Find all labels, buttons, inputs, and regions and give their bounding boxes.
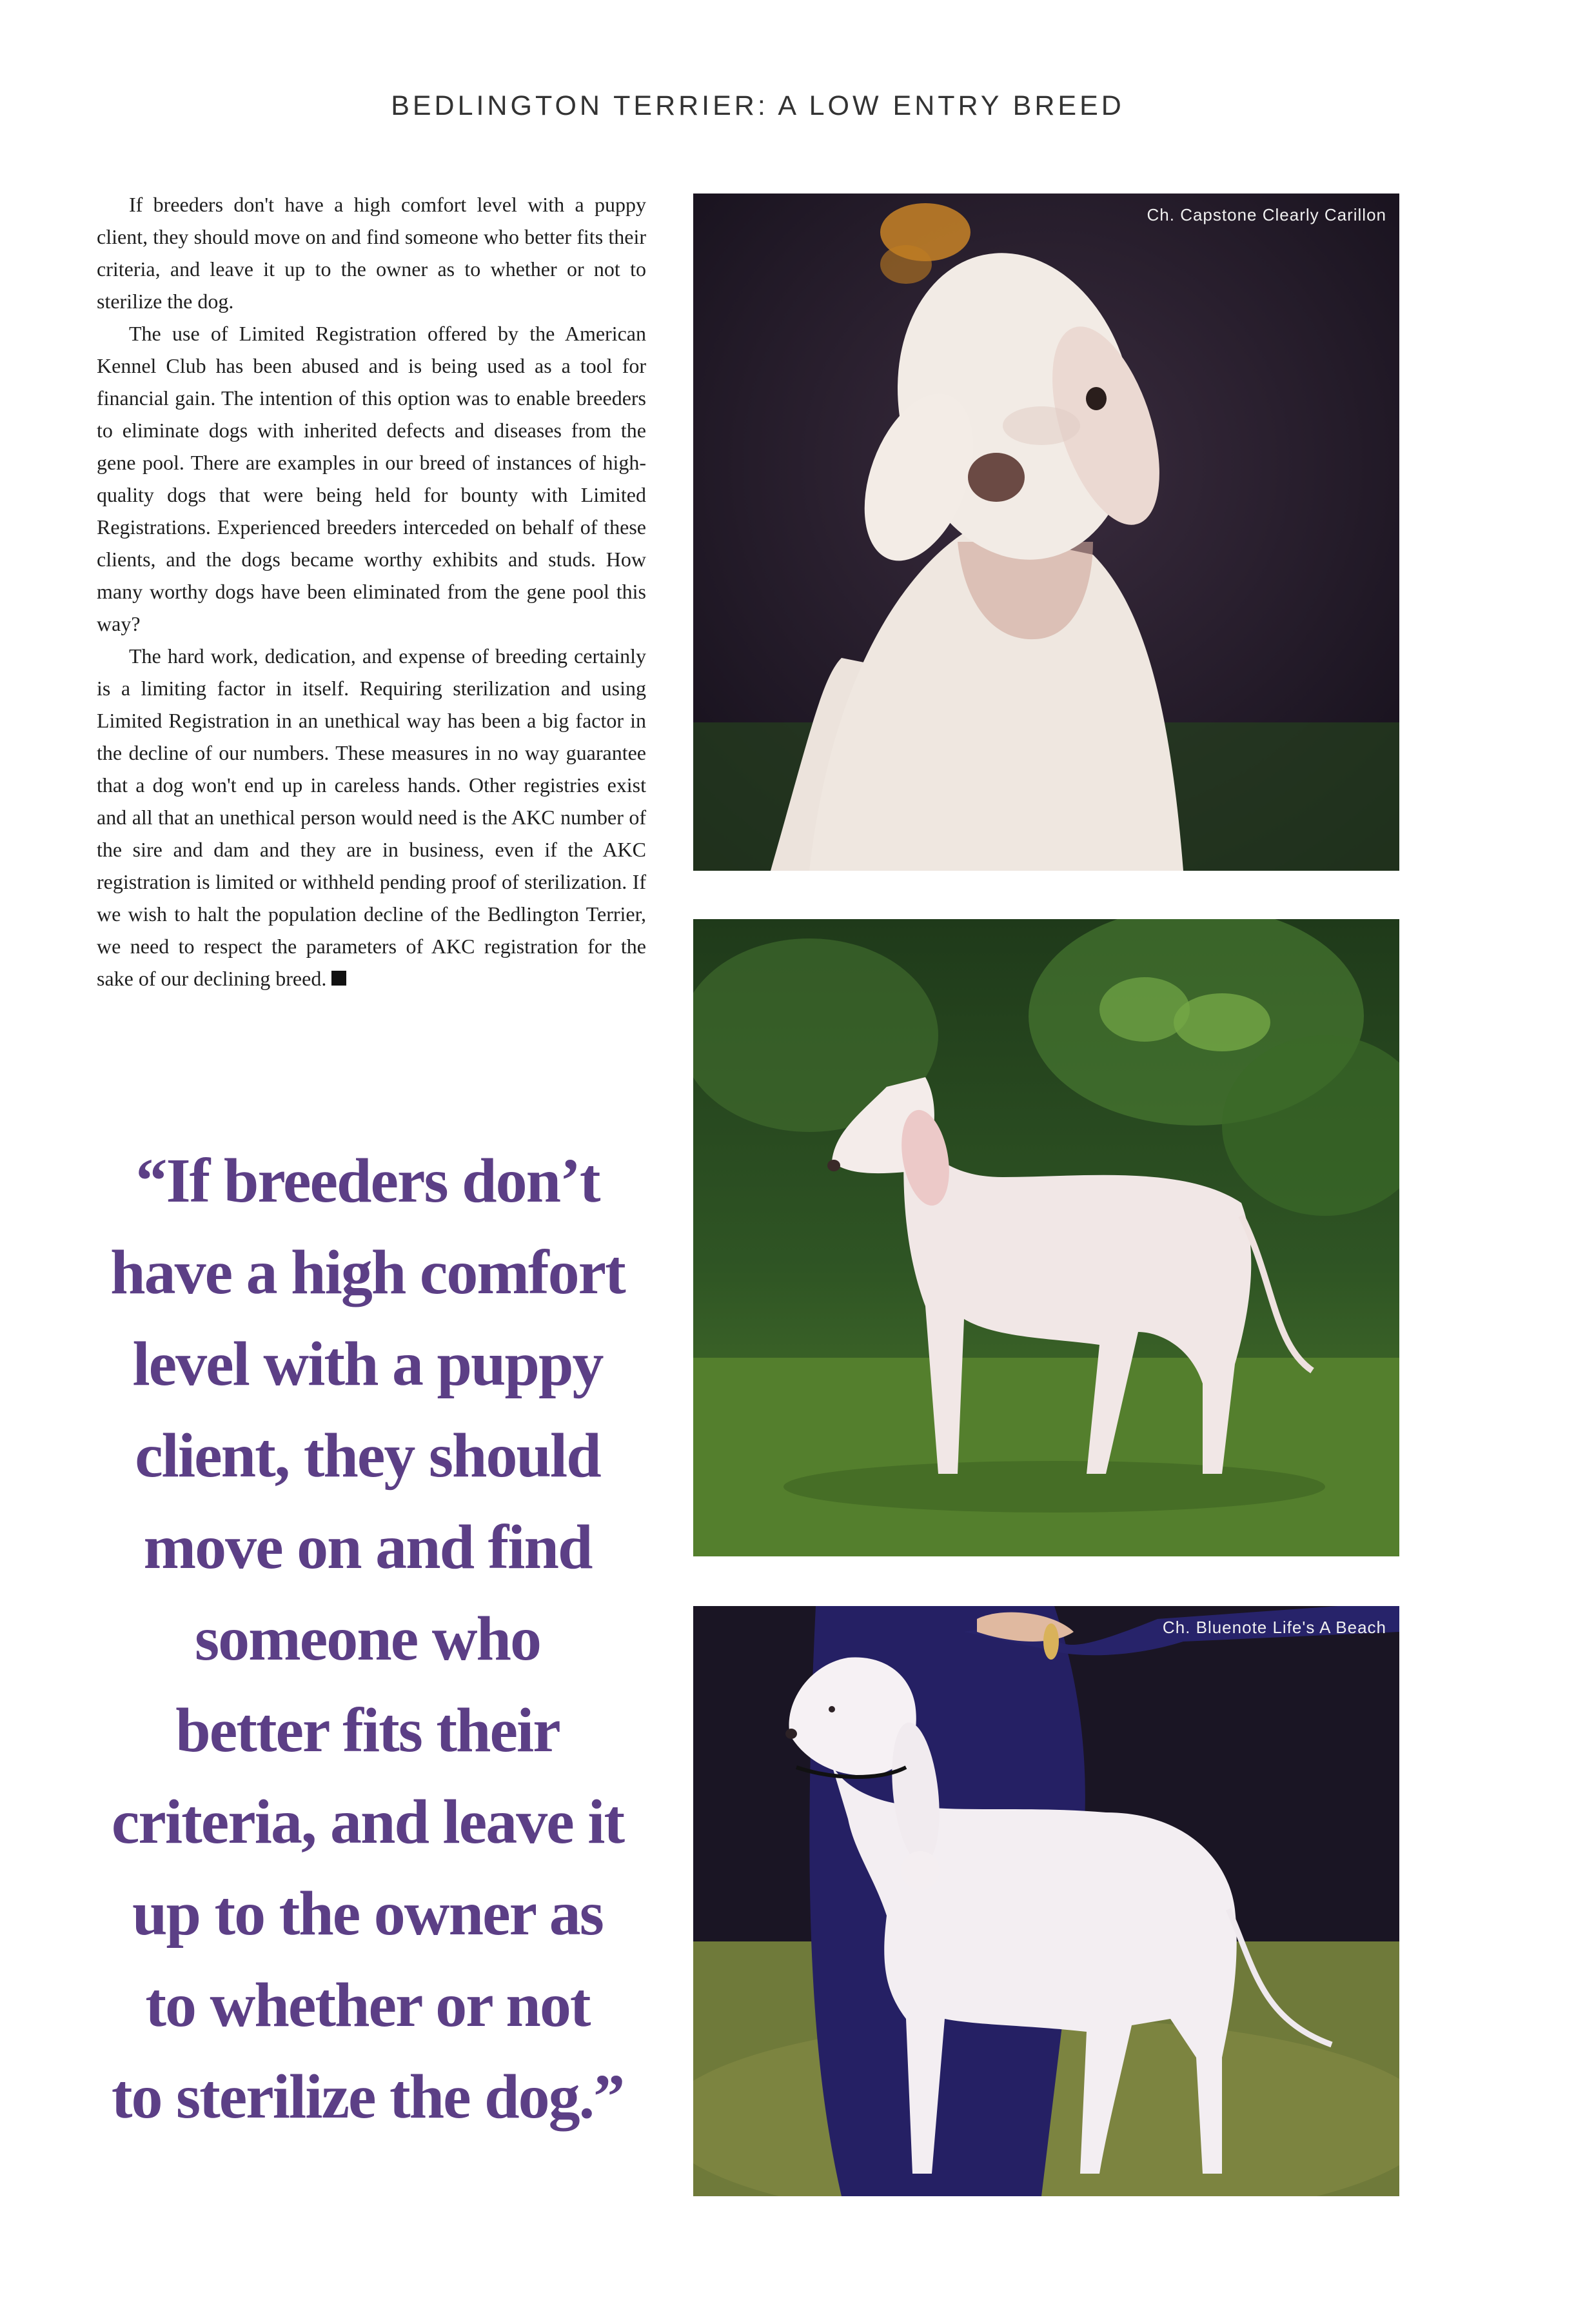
page-header: BEDLINGTON TERRIER: A LOW ENTRY BREED <box>391 90 1125 121</box>
pull-quote-line: to sterilize the dog.” <box>111 2062 624 2132</box>
article-paragraph-2: The use of Limited Registration offered by the American Kennel Club has been abused and is being used as a tool for financial gain. The intention of this option was to enable breeders to eliminate dogs with inherited defects and diseases from the gene pool. There are examples in our breed of instances of high-quality dogs that were being held for bounty with Limited Registrations. Experienced breeders interceded on behalf of these clients, and the dogs became worthy exhibits and studs. How many worthy dogs have been eliminated from the gene pool this way? <box>97 322 646 635</box>
article-paragraph-1: If breeders don't have a high comfort level with a puppy client, they should move on and find someone who better fits their criteria, and leave it up to the owner as to whether or not to sterilize the dog. <box>97 193 646 313</box>
dog-photo-show-stack-image <box>693 1606 1399 2196</box>
pull-quote-line: have a high comfort <box>110 1238 625 1307</box>
pull-quote-line: someone who <box>194 1604 541 1674</box>
article-paragraph-3-text: The hard work, dedication, and expense of breeding certainly is a limiting factor in itself. Requiring sterilization and using Limited Registration in an unethical way has been a big factor in the decline of our numbers. These measures in no way guarantee that a dog won't end up in careless hands. Other registries exist and all that an unethical person would need is the AKC number of the sire and dam and they are in business, even if the AKC registration is limited or withheld pending proof of sterilization. If we wish to halt the population decline of the Bedlington Terrier, we need to respect the parameters of AKC registration for the sake of our declining breed. <box>97 644 646 990</box>
pull-quote-line: move on and find <box>143 1513 592 1582</box>
article-paragraph-3 <box>97 640 646 995</box>
pull-quote-line: criteria, and leave it <box>111 1787 624 1857</box>
pull-quote-line: client, they should <box>135 1421 600 1491</box>
dog-photo-headshot <box>693 194 1399 871</box>
pull-quote-line: better fits their <box>175 1696 560 1765</box>
pull-quote-line: “If breeders don’t <box>135 1146 600 1216</box>
dog-photo-headshot-image <box>693 194 1399 871</box>
photo-caption: Ch. Bluenote Life's A Beach <box>1162 1618 1386 1637</box>
pull-quote-line: level with a puppy <box>132 1329 603 1399</box>
photo-caption: Ch. Capstone Clearly Carillon <box>1147 205 1386 224</box>
dog-photo-show-stack <box>693 1606 1399 2196</box>
end-of-article-mark <box>331 971 346 986</box>
pull-quote <box>77 1135 658 2143</box>
dog-photo-garden-image <box>693 919 1399 1556</box>
article-body <box>97 188 646 995</box>
pull-quote-line: up to the owner as <box>132 1879 603 1949</box>
dog-photo-garden <box>693 919 1399 1556</box>
pull-quote-line: to whether or not <box>145 1970 590 2040</box>
